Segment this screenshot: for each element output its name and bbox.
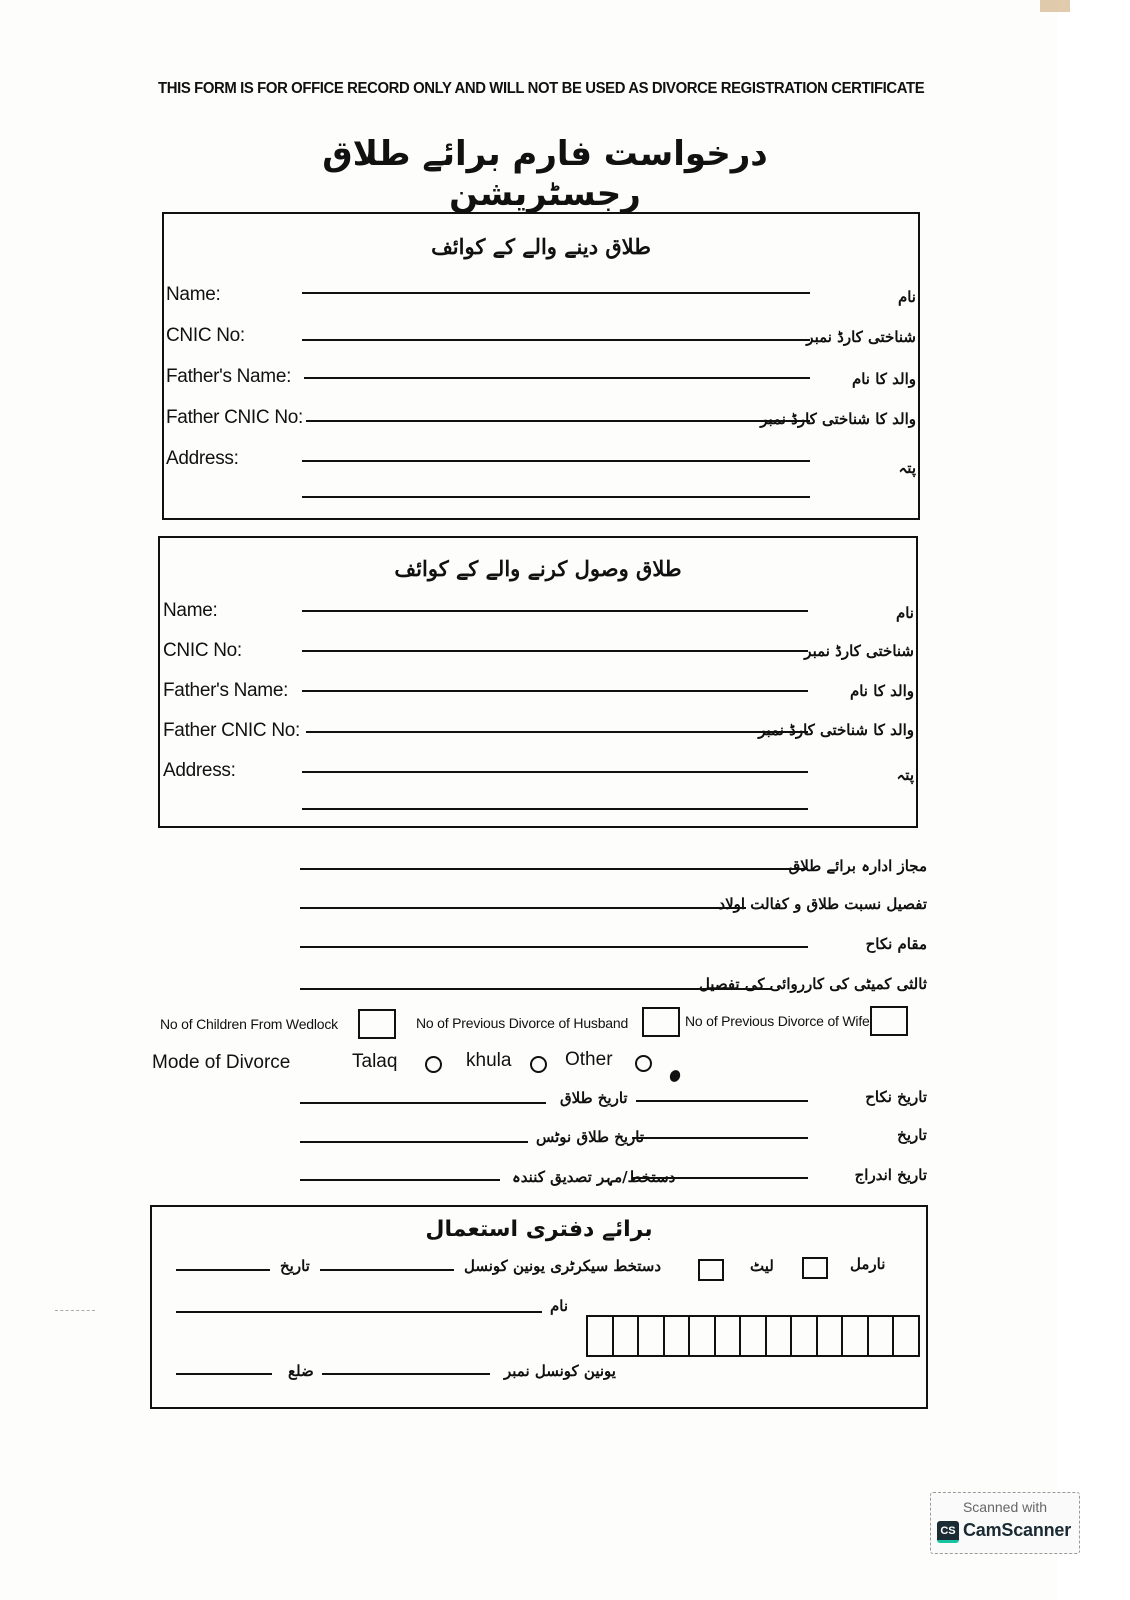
divorcer-father-cnic-field[interactable] — [306, 420, 810, 422]
recipient-father-cnic-field[interactable] — [306, 731, 808, 733]
talaq-date-field[interactable] — [300, 1102, 546, 1104]
arbitration-proceedings-label: ثالثی کمیٹی کی کارروائی کی تفصیل — [698, 975, 927, 993]
late-checkbox[interactable] — [698, 1259, 724, 1281]
entry-date-label: تاریخ اندراج — [854, 1166, 927, 1184]
recipient-cnic-field[interactable] — [302, 650, 808, 652]
normal-checkbox[interactable] — [802, 1257, 828, 1279]
divorcer-name-field[interactable] — [302, 292, 810, 294]
office-date-field[interactable] — [176, 1269, 270, 1271]
district-field[interactable] — [176, 1373, 272, 1375]
code-cell[interactable] — [767, 1317, 793, 1355]
children-count-label: No of Children From Wedlock — [160, 1016, 338, 1032]
divorce-custody-details-field[interactable] — [300, 907, 746, 909]
code-cell[interactable] — [716, 1317, 742, 1355]
nikah-date-field[interactable] — [636, 1100, 808, 1102]
prev-divorce-wife-label: No of Previous Divorce of Wife — [685, 1013, 870, 1029]
divorcer-father-name-field[interactable] — [304, 377, 810, 379]
mode-khula-label: khula — [466, 1050, 512, 1071]
office-use-section — [150, 1205, 928, 1409]
recipient-address-field-1[interactable] — [302, 771, 808, 773]
district-label: ضلع — [288, 1362, 314, 1380]
divorcer-heading: طلاق دینے والے کے کوائف — [431, 234, 651, 259]
recipient-father-cnic-label-urdu: والد کا شناختی کارڈ نمبر — [758, 721, 914, 739]
code-cell[interactable] — [894, 1317, 918, 1355]
mode-talaq-label: Talaq — [352, 1051, 398, 1072]
office-name-field[interactable] — [176, 1311, 542, 1313]
camscanner-watermark — [930, 1492, 1080, 1554]
divorcer-father-name-label: Father's Name: — [166, 366, 292, 387]
divorcer-address-field-2[interactable] — [302, 496, 810, 498]
code-cell[interactable] — [690, 1317, 716, 1355]
recipient-name-label-urdu: نام — [895, 604, 914, 622]
code-cell[interactable] — [588, 1317, 614, 1355]
normal-label: نارمل — [850, 1255, 886, 1273]
recipient-father-name-field[interactable] — [302, 690, 808, 692]
authorized-body-label: مجاز ادارہ برائے طلاق — [788, 857, 927, 875]
code-cell[interactable] — [843, 1317, 869, 1355]
secretary-signature-label: دستخط سیکرٹری یونین کونسل — [464, 1257, 662, 1275]
divorcer-cnic-field[interactable] — [302, 339, 810, 341]
recipient-father-cnic-label: Father CNIC No: — [163, 720, 300, 741]
camscanner-brand: CamScanner — [963, 1520, 1072, 1540]
date-field[interactable] — [632, 1137, 808, 1139]
page-edge — [1058, 0, 1130, 1600]
recipient-address-label: Address: — [163, 760, 236, 781]
mode-khula-radio[interactable] — [530, 1056, 547, 1073]
camscanner-logo-icon: CS — [937, 1521, 959, 1543]
verifier-signature-field[interactable] — [300, 1179, 500, 1181]
divorcer-name-label-urdu: نام — [897, 288, 916, 306]
divorcer-name-label: Name: — [166, 284, 221, 305]
recipient-name-label: Name: — [163, 600, 218, 621]
recipient-address-field-2[interactable] — [302, 808, 808, 810]
code-cell[interactable] — [665, 1317, 691, 1355]
place-of-nikah-field[interactable] — [300, 946, 808, 948]
mode-other-label: Other — [565, 1049, 613, 1070]
recipient-address-label-urdu: پتہ — [896, 766, 914, 784]
mode-talaq-radio[interactable] — [425, 1056, 442, 1073]
office-date-label: تاریخ — [280, 1257, 310, 1275]
prev-divorce-husband-label: No of Previous Divorce of Husband — [416, 1015, 629, 1031]
union-council-no-label: یونین کونسل نمبر — [504, 1362, 616, 1380]
recipient-cnic-label-urdu: شناختی کارڈ نمبر — [804, 642, 914, 660]
divorcer-father-cnic-label: Father CNIC No: — [166, 407, 303, 428]
office-use-heading: برائے دفتری استعمال — [425, 1217, 653, 1242]
recipient-heading: طلاق وصول کرنے والے کے کوائف — [394, 556, 682, 581]
divorcer-address-label-urdu: پتہ — [898, 459, 916, 477]
code-cell[interactable] — [869, 1317, 895, 1355]
mode-of-divorce-label: Mode of Divorce — [152, 1052, 291, 1073]
scan-corner-shadow — [1040, 0, 1070, 12]
divorcer-cnic-label: CNIC No: — [166, 325, 245, 346]
prev-divorce-wife-input[interactable] — [870, 1006, 908, 1036]
code-cell[interactable] — [614, 1317, 640, 1355]
divorcer-father-cnic-label-urdu: والد کا شناختی کارڈ نمبر — [760, 410, 916, 428]
fold-mark — [55, 1310, 95, 1311]
place-of-nikah-label: مقام نکاح — [865, 935, 927, 953]
divorcer-section — [162, 212, 920, 520]
nikah-date-label: تاریخ نکاح — [865, 1088, 927, 1106]
code-cell[interactable] — [639, 1317, 665, 1355]
late-label: لیٹ — [750, 1257, 774, 1275]
recipient-section — [158, 536, 918, 828]
divorcer-cnic-label-urdu: شناختی کارڈ نمبر — [806, 328, 916, 346]
date-label: تاریخ — [897, 1126, 927, 1144]
code-cell[interactable] — [818, 1317, 844, 1355]
disclaimer: THIS FORM IS FOR OFFICE RECORD ONLY AND WILL NOT BE USED AS DIVORCE REGISTRATION CERTIFICATE — [158, 80, 925, 97]
secretary-signature-field[interactable] — [320, 1269, 454, 1271]
code-cell[interactable] — [741, 1317, 767, 1355]
divorcer-address-label: Address: — [166, 448, 239, 469]
union-council-no-field[interactable] — [322, 1373, 490, 1375]
recipient-father-name-label-urdu: والد کا نام — [849, 682, 914, 700]
verifier-signature-label: دستخط/مہر تصدیق کنندہ — [512, 1168, 676, 1186]
divorcer-address-field-1[interactable] — [302, 460, 810, 462]
divorce-custody-details-label: تفصیل نسبت طلاق و کفالت اولاد — [718, 895, 927, 913]
entry-date-field[interactable] — [632, 1177, 808, 1179]
code-cell[interactable] — [792, 1317, 818, 1355]
talaq-notice-date-label: تاریخ طلاق نوٹس — [536, 1128, 645, 1146]
office-name-label: نام — [550, 1297, 569, 1315]
authorized-body-field[interactable] — [300, 868, 808, 870]
recipient-father-name-label: Father's Name: — [163, 680, 289, 701]
mode-other-radio[interactable] — [635, 1055, 652, 1072]
recipient-name-field[interactable] — [302, 610, 808, 612]
children-count-input[interactable] — [358, 1009, 396, 1039]
scanned-with-text: Scanned with — [962, 1499, 1048, 1515]
form-title: درخواست فارم برائے طلاق رجسٹریشن — [322, 134, 768, 214]
talaq-notice-date-field[interactable] — [300, 1141, 528, 1143]
code-entry-boxes[interactable] — [586, 1315, 920, 1357]
recipient-cnic-label: CNIC No: — [163, 640, 242, 661]
prev-divorce-husband-input[interactable] — [642, 1007, 680, 1037]
talaq-date-label: تاریخ طلاق — [560, 1089, 628, 1107]
divorcer-father-name-label-urdu: والد کا نام — [851, 370, 916, 388]
